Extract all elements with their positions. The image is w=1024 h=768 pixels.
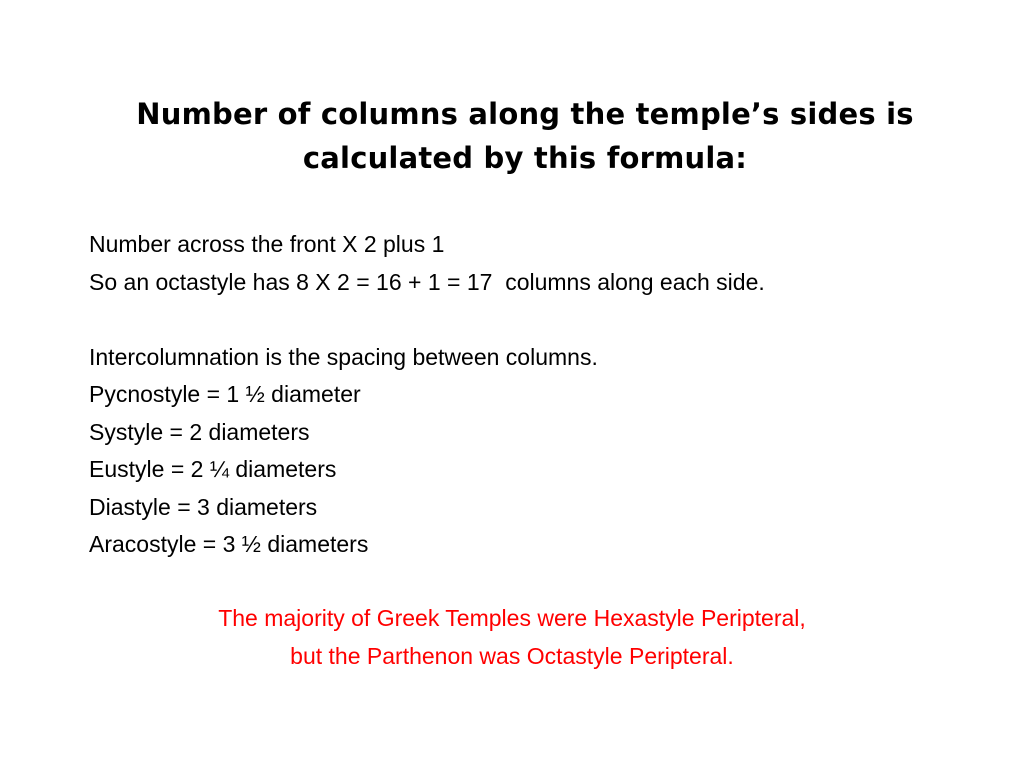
body-text <box>89 226 989 564</box>
intercolumniation-type-diastyle: Diastyle = 3 diameters <box>89 493 318 520</box>
title-line-2: calculated by this formula: <box>302 141 748 175</box>
closing-line-1: The majority of Greek Temples were Hexastyle Peripteral, <box>218 605 806 631</box>
page-title <box>40 92 1010 180</box>
intercolumniation-type-aracostyle: Aracostyle = 3 ½ diameters <box>89 531 369 557</box>
spacer <box>89 301 989 339</box>
intercolumniation-type-eustyle: Eustyle = 2 ¼ diameters <box>89 456 337 482</box>
closing-line-2: but the Parthenon was Octastyle Peripteral. <box>290 643 734 669</box>
title-line-1: Number of columns along the temple’s sides is <box>136 97 914 131</box>
intercolumniation-type-pycnostyle: Pycnostyle = 1 ½ diameter <box>89 381 361 407</box>
formula-line-2: So an octastyle has 8 X 2 = 16 + 1 = 17 columns along each side. <box>89 268 765 295</box>
intercolumniation-type-systyle: Systyle = 2 diameters <box>89 418 310 445</box>
closing-note <box>0 599 1024 675</box>
intercolumniation-definition: Intercolumnation is the spacing between columns. <box>89 343 598 370</box>
formula-line-1: Number across the front X 2 plus 1 <box>89 231 445 257</box>
